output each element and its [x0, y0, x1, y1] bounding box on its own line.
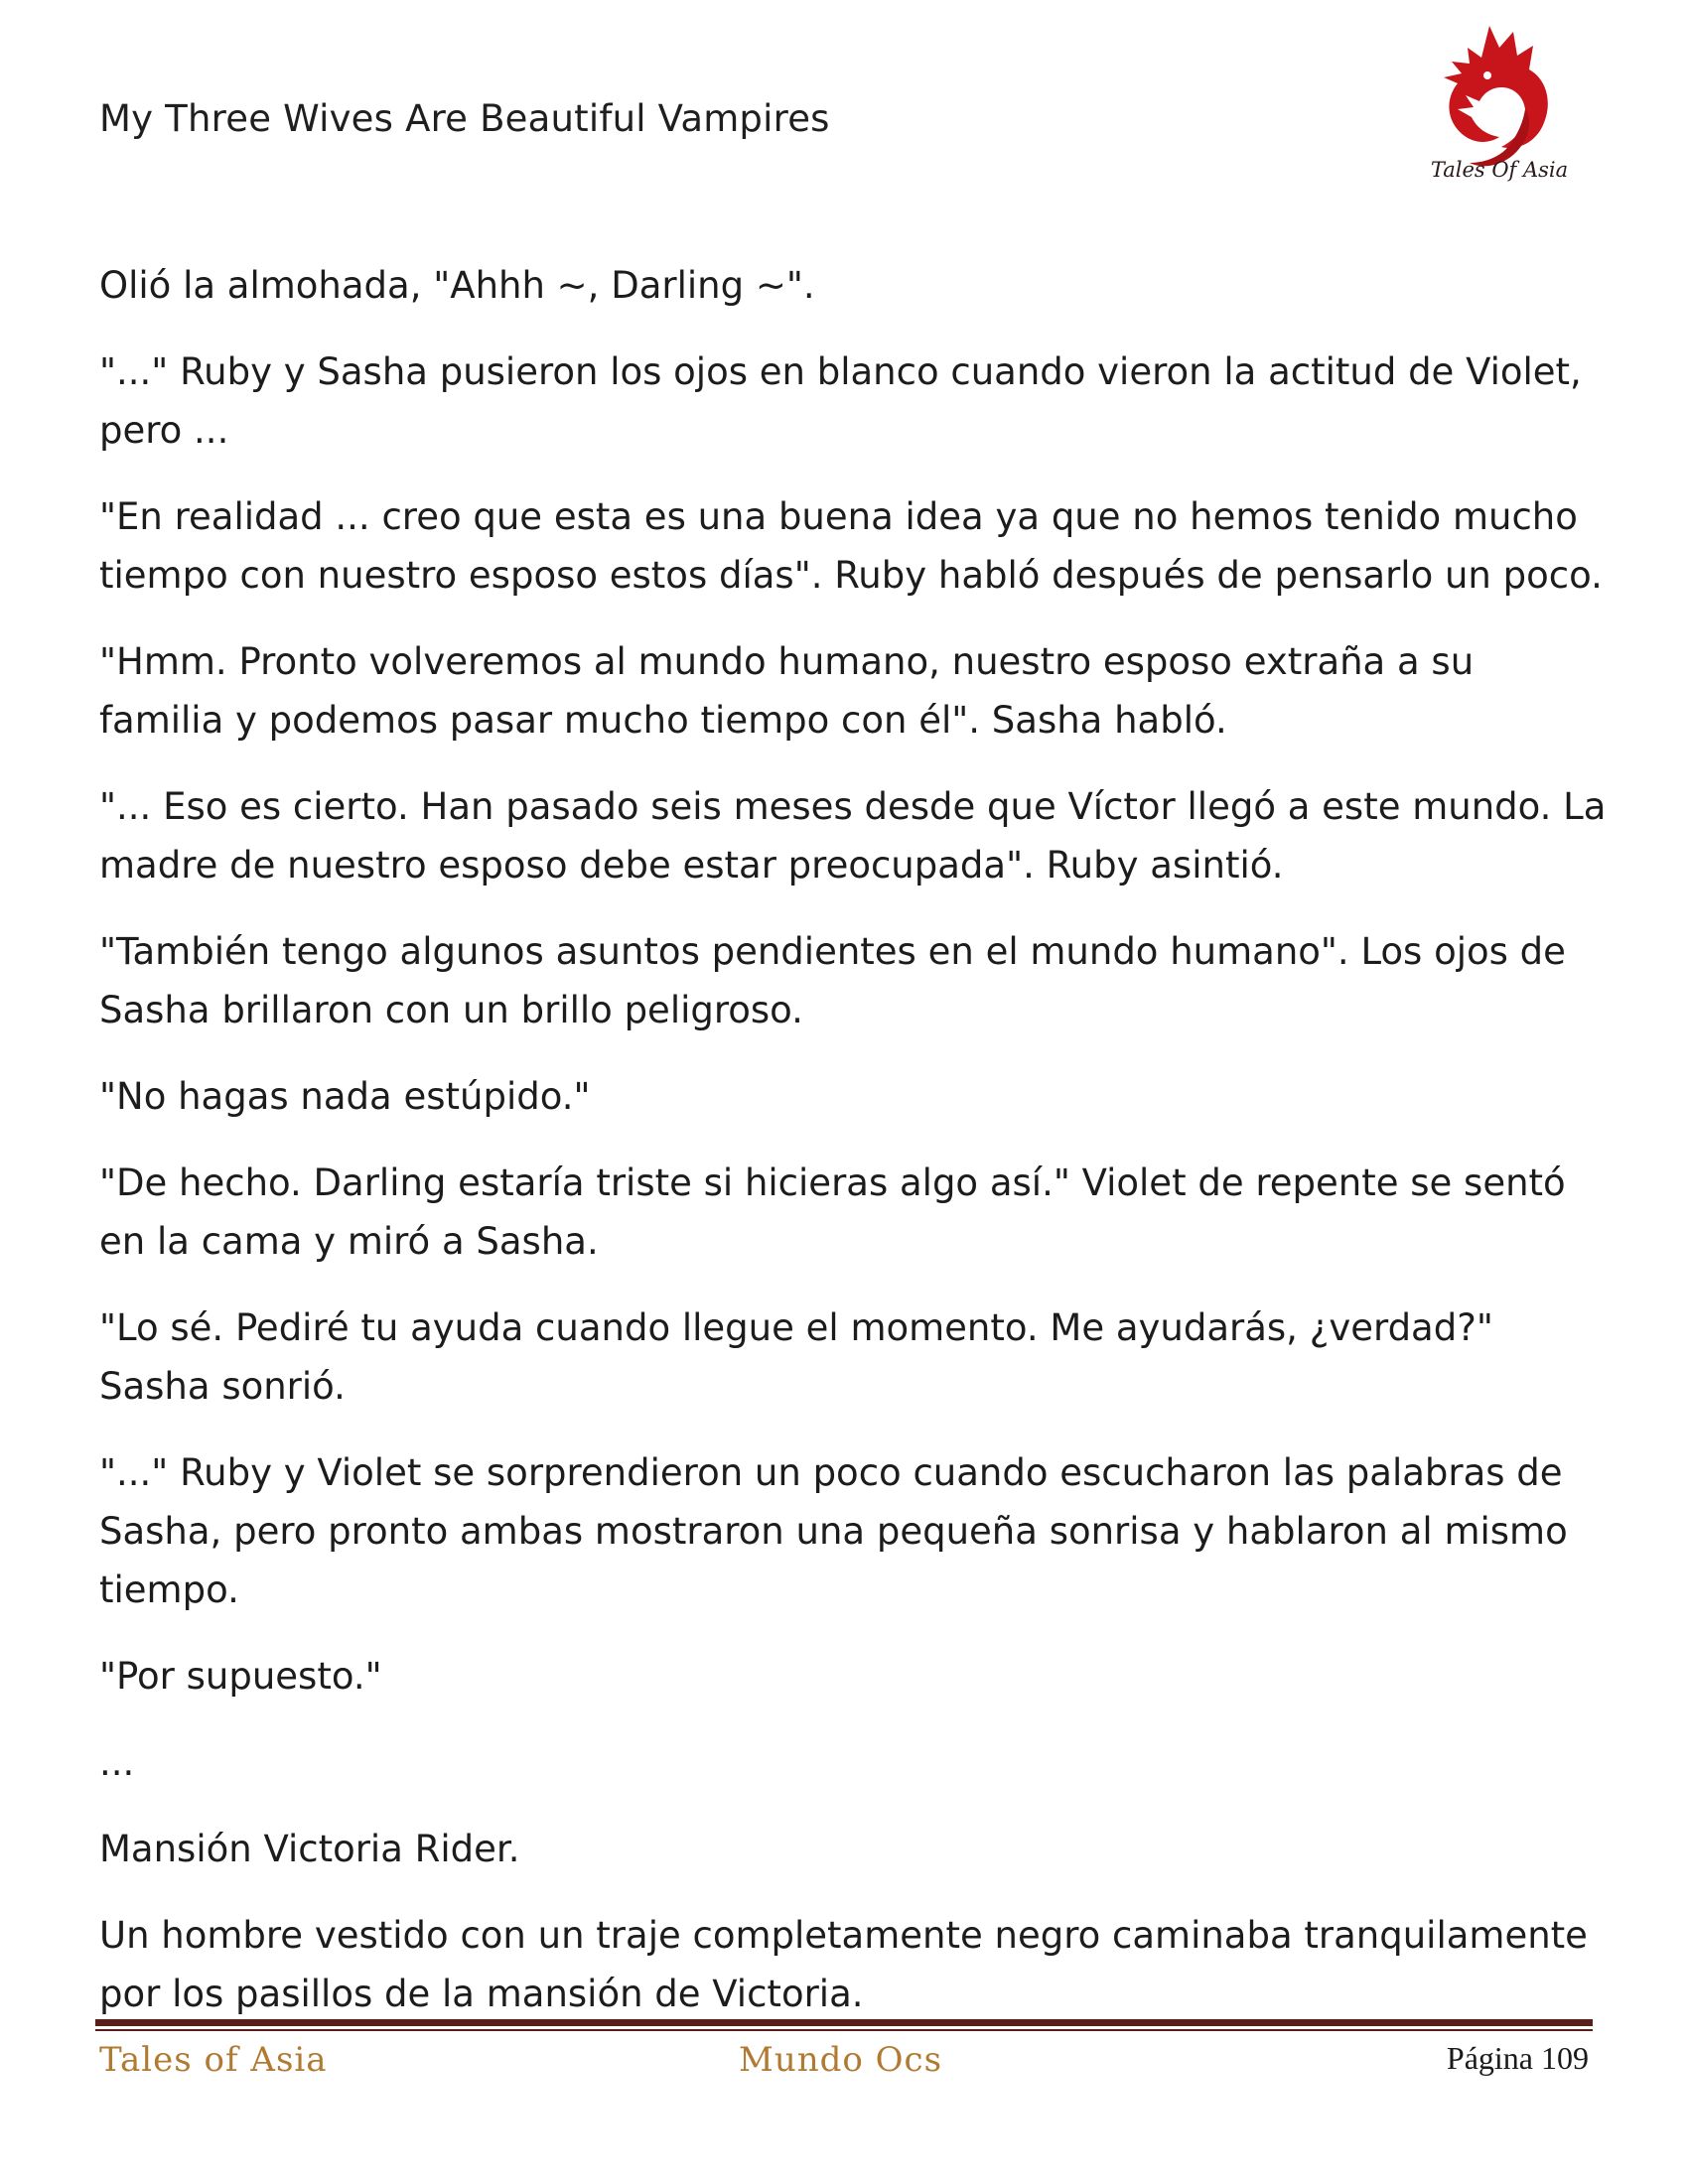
logo-text: Tales Of Asia	[1430, 158, 1569, 182]
footer-divider-thin	[95, 2029, 1593, 2031]
paragraph: ...	[99, 1741, 135, 1784]
paragraph: "..." Ruby y Sasha pusieron los ojos en blanco cuando vieron la actitud de Violet, pero ...	[99, 350, 1582, 452]
paragraph: "Hmm. Pronto volveremos al mundo humano, nuestro esposo extraña a su familia y podemos pasar mucho tiempo con él". Sasha habló.	[99, 640, 1475, 742]
paragraph: "También tengo algunos asuntos pendientes en el mundo humano". Los ojos de Sasha brillaron con un brillo peligroso.	[99, 930, 1566, 1031]
footer-publisher: Tales of Asia	[99, 2040, 328, 2080]
dragon-logo-icon	[1430, 18, 1569, 187]
paragraph: Olió la almohada, "Ahhh ~, Darling ~".	[99, 264, 815, 307]
footer-site: Mundo Ocs	[739, 2040, 943, 2080]
chapter-body	[99, 256, 1609, 2051]
paragraph: "..." Ruby y Violet se sorprendieron un poco cuando escucharon las palabras de Sasha, pero pronto ambas mostraron una pequeña sonrisa y hablaron al mismo tiempo.	[99, 1451, 1568, 1611]
paragraph: "En realidad ... creo que esta es una buena idea ya que no hemos tenido mucho tiempo con nuestro esposo estos días". Ruby habló después de pensarlo un poco.	[99, 495, 1603, 597]
paragraph: Mansión Victoria Rider.	[99, 1828, 520, 1870]
page-number: Página 109	[1446, 2040, 1589, 2076]
paragraph: "Por supuesto."	[99, 1655, 382, 1698]
page-title: My Three Wives Are Beautiful Vampires	[99, 97, 830, 140]
paragraph: "... Eso es cierto. Han pasado seis meses desde que Víctor llegó a este mundo. La madre de nuestro esposo debe estar preocupada". Ruby asintió.	[99, 785, 1607, 887]
footer-divider	[95, 2019, 1593, 2026]
paragraph: "De hecho. Darling estaría triste si hicieras algo así." Violet de repente se sentó en la cama y miró a Sasha.	[99, 1161, 1566, 1263]
paragraph: "Lo sé. Pediré tu ayuda cuando llegue el momento. Me ayudarás, ¿verdad?" Sasha sonrió.	[99, 1306, 1493, 1408]
paragraph: "No hagas nada estúpido."	[99, 1075, 591, 1118]
paragraph: Un hombre vestido con un traje completamente negro caminaba tranquilamente por los pasillos de la mansión de Victoria.	[99, 1914, 1588, 2015]
